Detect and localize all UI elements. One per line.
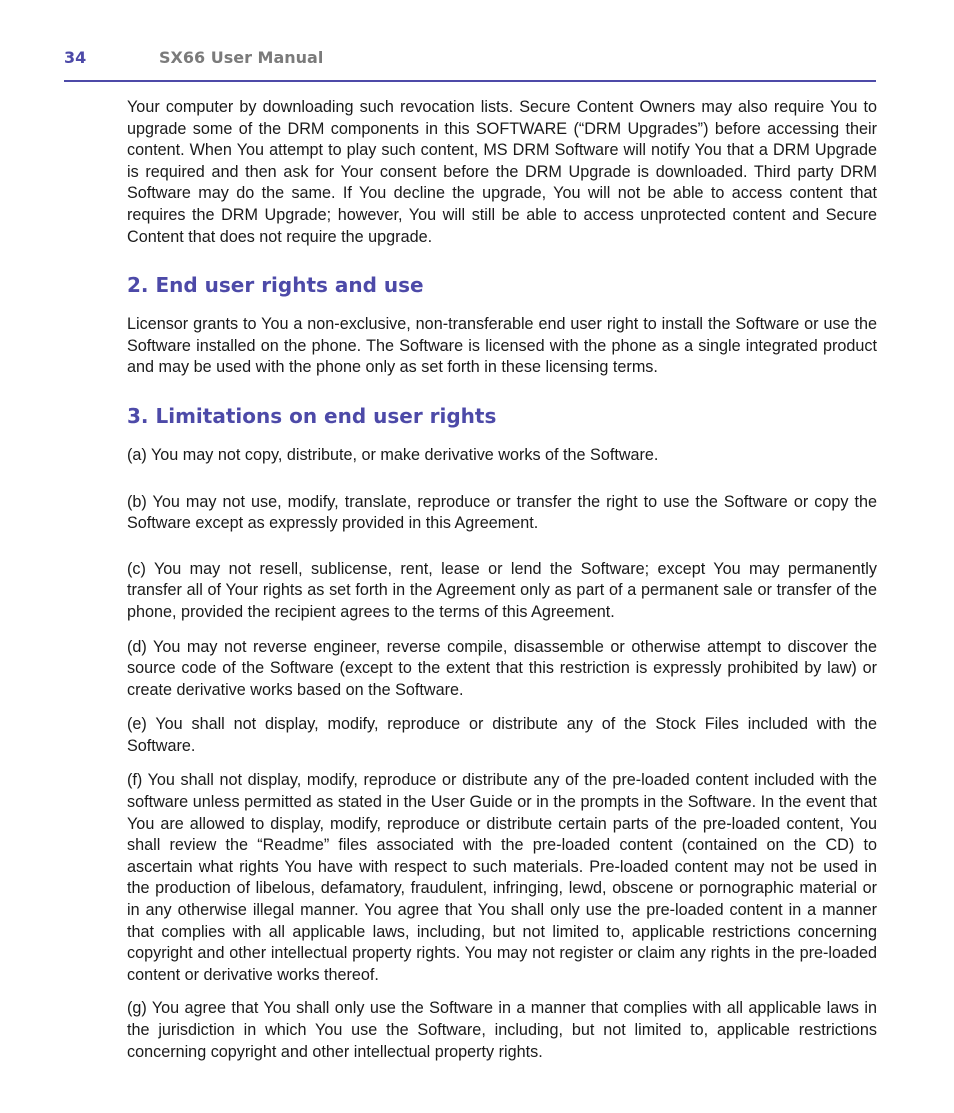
section-heading-end-user-rights: 2. End user rights and use [127,273,424,298]
limitation-item-f: (f) You shall not display, modify, reproduce or distribute any of the pre-loaded content included with the software unless permitted as stated in the User Guide or in the prompts in the Software. In the event that You are allowed to display, modify, reproduce or distribute certain parts of the pre-loaded content, You shall review the “Readme” files associated with the pre-loaded content (contained on the CD) to ascertain what rights You have with respect to such materials. Pre-loaded content may not be used in the production of libelous, defamatory, fraudulent, infringing, lewd, obscene or pornographic material or in any otherwise illegal manner. You agree that You shall only use the pre-loaded content in a manner that complies with all applicable laws, including, but not limited to, applicable restrictions concerning copyright and other intellectual property rights. You may not register or claim any rights in the pre-loaded content or derivative works thereof. [127,771,877,984]
page-content [127,97,877,1063]
page-number: 34 [64,48,87,67]
limitation-item-d: (d) You may not reverse engineer, reverse compile, disassemble or otherwise attempt to discover the source code of the Software (except to the extent that this restriction is expressly prohibited by law) or create derivative works based on the Software. [127,637,877,699]
limitation-item-b: (b) You may not use, modify, translate, reproduce or transfer the right to use the Software or copy the Software except as expressly provided in this Agreement. [127,492,877,533]
limitation-item-g: (g) You agree that You shall only use the Software in a manner that complies with all applicable laws in the jurisdiction in which You use the Software, including, but not limited to, applicable restrictions concerning copyright and other intellectual property rights. [127,999,877,1061]
page-header [64,46,876,82]
limitation-item-e: (e) You shall not display, modify, reproduce or distribute any of the Stock Files included with the Software. [127,715,877,755]
limitation-item-a: (a) You may not copy, distribute, or make derivative works of the Software. [127,445,659,464]
section-heading-limitations: 3. Limitations on end user rights [127,403,497,428]
manual-title: SX66 User Manual [159,48,324,67]
intro-paragraph: Your computer by downloading such revocation lists. Secure Content Owners may also require You to upgrade some of the DRM components in this SOFTWARE (“DRM Upgrades”) before accessing their content. When You attempt to play such content, MS DRM Software will notify You that a DRM Upgrade is required and then ask for Your consent before the DRM Upgrade is downloaded. Third party DRM Software may do the same. If You decline the upgrade, You will not be able to access content that requires the DRM Upgrade; however, You will still be able to access unprotected content and Secure Content that does not require the upgrade. [127,98,877,246]
limitation-item-c: (c) You may not resell, sublicense, rent, lease or lend the Software; except You may permanently transfer all of Your rights as set forth in the Agreement only as part of a permanent sale or transfer of the phone, provided the recipient agrees to the terms of this Agreement. [127,559,877,621]
end-user-rights-paragraph: Licensor grants to You a non-exclusive, non-transferable end user right to install the Software or use the Software installed on the phone. The Software is licensed with the phone as a single integrated product and may be used with the phone only as set forth in these licensing terms. [127,315,877,377]
